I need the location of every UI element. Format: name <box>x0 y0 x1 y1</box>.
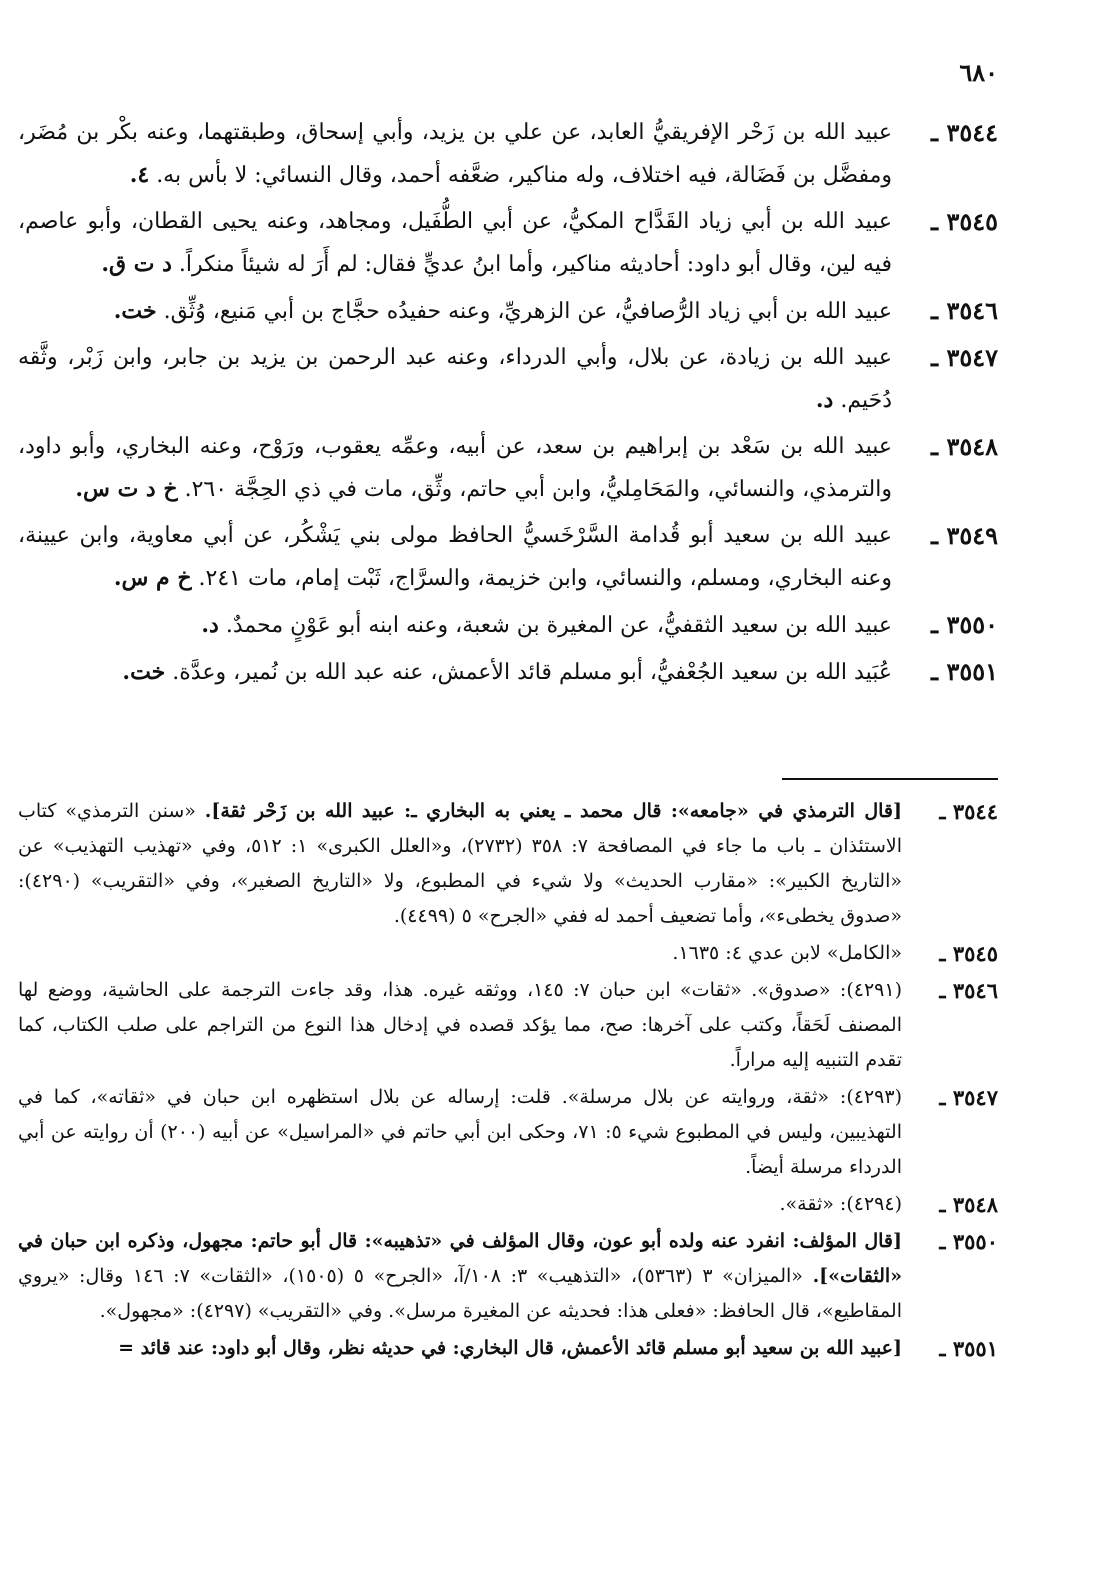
entry-text: عبيد الله بن زيادة، عن بلال، وأبي الدرداء، وعنه عبد الرحمن بن يزيد بن جابر، وابن زَبْر، وثَّقه دُحَيم. <box>18 345 892 413</box>
entry-number: ٣٥٤٤ ـ <box>931 118 998 147</box>
note-number: ٣٥٤٤ ـ <box>939 799 998 824</box>
entry-text: عبيد الله بن أبي زياد القَدَّاح المكيُّ، عن أبي الطُّفَيل، ومجاهد، وعنه يحيى القطان، وأبو عاصم، فيه لين، وقال أبو داود: أحاديثه مناكير، وأما ابنُ عديٍّ فقال: لم أَرَ له شيئاً منكراً. <box>18 209 892 277</box>
entry-sigla: ٤. <box>129 162 150 188</box>
entry-text: عبيد الله بن سعيد الثقفيُّ، عن المغيرة بن شعبة، وعنه ابنه أبو عَوْنٍ محمدٌ. <box>225 613 892 638</box>
note-number: ٣٥٥٠ ـ <box>939 1229 998 1254</box>
footnote-divider <box>782 778 998 780</box>
entry-3547 <box>18 337 998 422</box>
note-lead: [قال الترمذي في «جامعه»: قال محمد ـ يعني به البخاري ـ: عبيد الله بن زَحْر ثقة]. <box>204 800 902 822</box>
entry-number: ٣٥٥١ ـ <box>931 657 998 686</box>
entry-sigla: خت. <box>122 659 166 685</box>
entry-sigla: خت. <box>113 298 157 324</box>
entry-3551 <box>18 651 998 694</box>
entry-text: عبيد الله بن سَعْد بن إبراهيم بن سعد، عن أبيه، وعمِّه يعقوب، ورَوْح، وعنه البخاري، وأبو داود، والترمذي، والنسائي، والمَحَامِليُّ، وابن أبي حاتم، وثِّق، مات في ذي الحِجَّة ٢٦٠. <box>18 434 892 502</box>
note-3546 <box>18 973 998 1078</box>
entry-number: ٣٥٥٠ ـ <box>931 610 998 639</box>
entry-sigla: د. <box>815 387 834 413</box>
entry-text: عبيد الله بن أبي زياد الرُّصافيُّ، عن الزهريِّ، وعنه حفيدُه حجَّاج بن أبي مَنيع، وُثِّق. <box>163 299 892 324</box>
note-text: (٤٢٩٣): «ثقة، وروايته عن بلال مرسلة». قلت: إرساله عن بلال استظهره ابن حبان في «ثقاته»، كما في التهذيبين، وليس في المطبوع شيء ٥: ٧١، وحكى ابن أبي حاتم في «المراسيل» عن أبيه (٢٠٠) أن روايته عن أبي الدرداء مرسلة أيضاً. <box>18 1086 902 1178</box>
entry-sigla: خ د ت س. <box>75 476 178 502</box>
entry-number: ٣٥٤٥ ـ <box>931 207 998 236</box>
note-number: ٣٥٤٧ ـ <box>939 1085 998 1110</box>
note-number: ٣٥٤٦ ـ <box>939 978 998 1003</box>
note-3547 <box>18 1080 998 1185</box>
note-text: «الكامل» لابن عدي ٤: ١٦٣٥. <box>672 942 902 964</box>
entry-text: عبيد الله بن زَحْر الإفريقيُّ العابد، عن علي بن يزيد، وأبي إسحاق، وطبقتهما، وعنه بكْر بن مُضَر، ومفضَّل بن فَضَالة، فيه اختلاف، وله مناكير، ضعَّفه أحمد، وقال النسائي: لا بأس به. <box>18 120 892 188</box>
note-3545 <box>18 936 998 971</box>
entry-number: ٣٥٤٧ ـ <box>931 343 998 372</box>
note-lead: [عبيد الله بن سعيد أبو مسلم قائد الأعمش، قال البخاري: في حديثه نظر، وقال أبو داود: عند قائد = <box>118 1337 902 1359</box>
entry-text: عُبَيد الله بن سعيد الجُعْفيُّ، أبو مسلم قائد الأعمش، عنه عبد الله بن نُمير، وعدَّة. <box>172 660 892 685</box>
entry-3545 <box>18 201 998 286</box>
note-3551 <box>18 1331 998 1366</box>
note-lead: [قال المؤلف: انفرد عنه ولده أبو عون، وقال المؤلف في «تذهيبه»: قال أبو حاتم: مجهول، وذكره ابن حبان في «الثقات»]. <box>18 1230 903 1287</box>
entry-number: ٣٥٤٩ ـ <box>931 521 998 550</box>
entry-3544 <box>18 112 998 197</box>
note-3544 <box>18 794 998 934</box>
entry-number: ٣٥٤٨ ـ <box>931 432 998 461</box>
note-text: (٤٢٩١): «صدوق». «ثقات» ابن حبان ٧: ١٤٥، ووثقه غيره. هذا، وقد جاءت الترجمة على الحاشية، ووضع لها المصنف لَحَقاً، وكتب على آخرها: صح، مما يؤكد قصده في إدخال هذا النوع من التراجم على صلب الكتاب، كما تقدم التنبيه إليه مراراً. <box>18 979 902 1071</box>
entry-3550 <box>18 604 998 647</box>
entry-sigla: د. <box>201 612 219 638</box>
page-number: ٦٨٠ <box>959 58 998 87</box>
note-number: ٣٥٤٨ ـ <box>939 1192 998 1217</box>
entry-3549 <box>18 515 998 600</box>
entry-3546 <box>18 290 998 333</box>
note-text: «سنن الترمذي» كتاب الاستئذان ـ باب ما جاء في المصافحة ٧: ٣٥٨ (٢٧٣٢)، و«العلل الكبرى» ١: ٥١٢، وفي «تهذيب التهذيب» عن «التاريخ الكبير»: «مقارب الحديث» ولا شيء في المطبوع، ولا «التاريخ الصغير»، وفي «التقريب» (٤٢٩٠): «صدوق يخطىء»، وأما تضعيف أحمد له ففي «الجرح» ٥ (٤٤٩٩). <box>18 800 903 927</box>
entry-sigla: خ م س. <box>113 565 192 591</box>
main-entries <box>18 112 998 698</box>
entry-3548 <box>18 426 998 511</box>
note-number: ٣٥٥١ ـ <box>939 1336 998 1361</box>
note-3548 <box>18 1187 998 1222</box>
footnotes <box>18 794 998 1368</box>
entry-sigla: د ت ق. <box>101 251 172 277</box>
entry-text: عبيد الله بن سعيد أبو قُدامة السَّرْخَسيُّ الحافظ مولى بني يَشْكُر، عن أبي معاوية، وابن عيينة، وعنه البخاري، ومسلم، والنسائي، وابن خزيمة، والسرَّاج، ثَبْت إمام، مات ٢٤١. <box>18 523 892 591</box>
note-text: (٤٢٩٤): «ثقة». <box>779 1193 902 1215</box>
note-text: «الميزان» ٣ (٥٣٦٣)، «التذهيب» ٣: ١٠٨/آ، «الجرح» ٥ (١٥٠٥)، «الثقات» ٧: ١٤٦ وقال: «يروي المقاطيع»، قال الحافظ: «فعلى هذا: فحديثه عن المغيرة مرسل». وفي «التقريب» (٤٢٩٧): «مجهول». <box>18 1265 902 1322</box>
entry-number: ٣٥٤٦ ـ <box>931 296 998 325</box>
note-number: ٣٥٤٥ ـ <box>939 941 998 966</box>
note-3550 <box>18 1224 998 1329</box>
